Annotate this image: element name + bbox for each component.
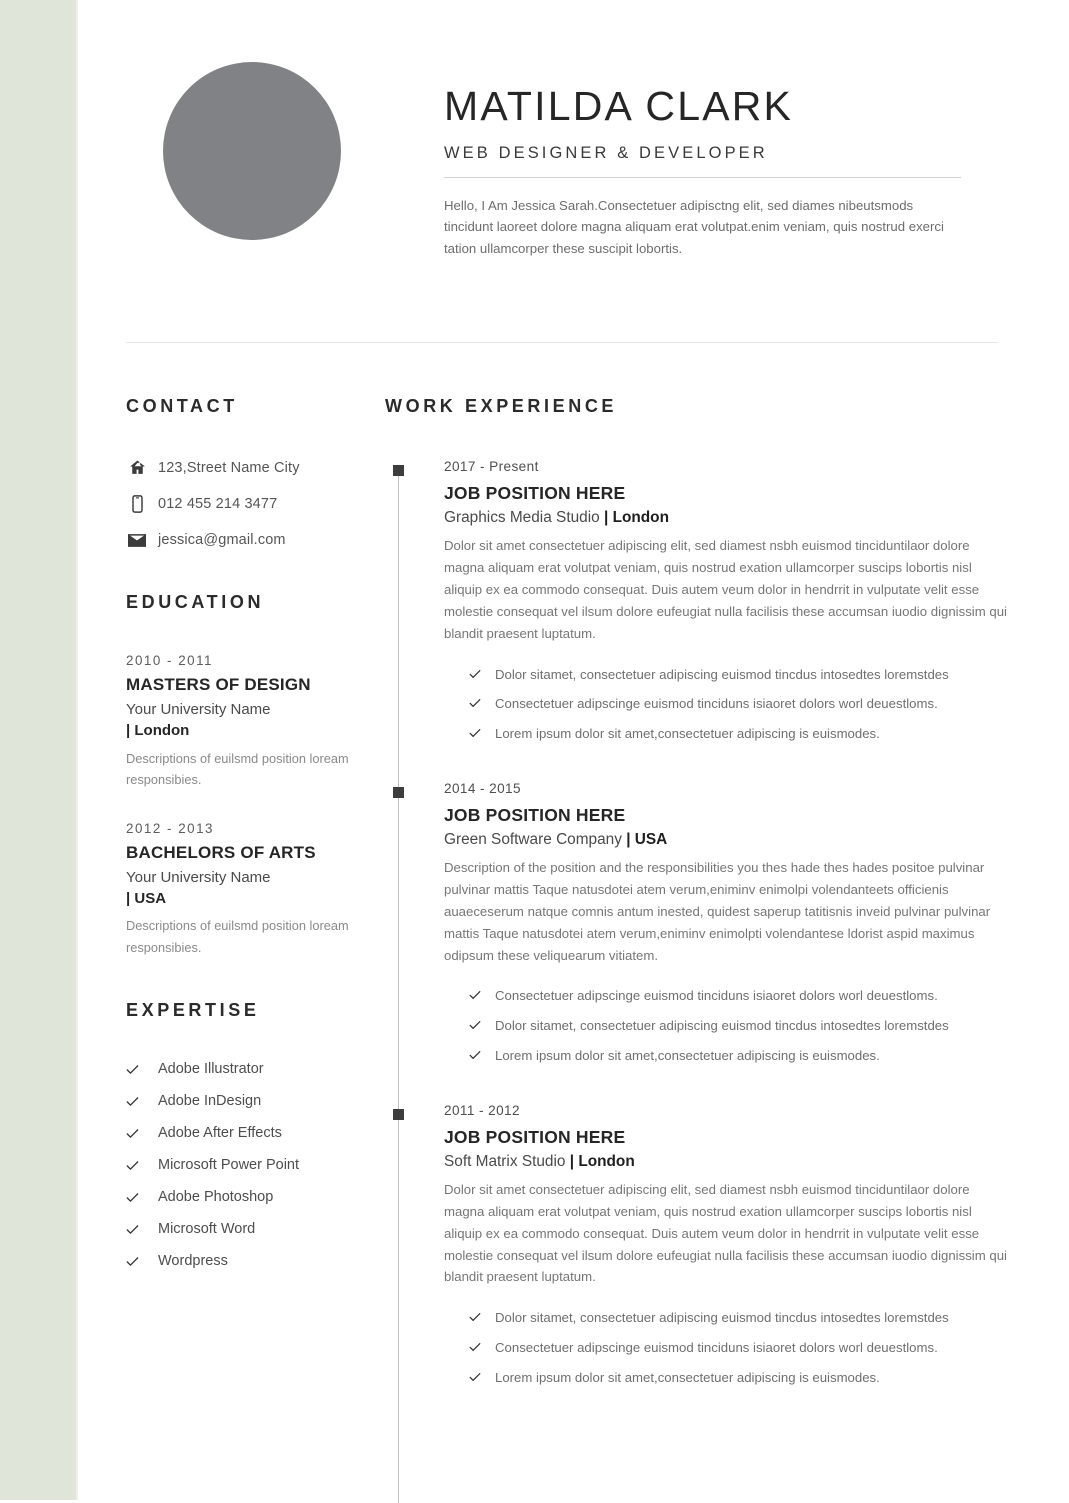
job-bullet-text: Dolor sitamet, consectetuer adipiscing euismod tincdus intosedtes loremstdes bbox=[495, 1310, 949, 1326]
contact-email-text: jessica@gmail.com bbox=[158, 532, 286, 548]
job-bullet-list bbox=[444, 986, 1010, 1065]
phone-icon bbox=[126, 495, 148, 513]
list-item bbox=[126, 1125, 386, 1141]
header-text-block bbox=[444, 84, 964, 259]
expertise-label: Microsoft Word bbox=[158, 1221, 256, 1238]
contact-address-text: 123,Street Name City bbox=[158, 459, 300, 476]
job-company-name: Green Software Company bbox=[444, 830, 622, 848]
education-item bbox=[126, 821, 386, 959]
check-icon bbox=[126, 1192, 150, 1203]
job-bullet-text: Dolor sitamet, consectetuer adipiscing euismod tincdus intosedtes loremstdes bbox=[495, 666, 949, 682]
sidebar-column bbox=[126, 396, 386, 1285]
check-icon bbox=[126, 1160, 150, 1171]
education-location: | London bbox=[126, 722, 190, 740]
check-icon bbox=[469, 1016, 491, 1035]
list-item bbox=[469, 724, 1010, 744]
job-description: Dolor sit amet consectetuer adipiscing elit, sed diamest nsbh euismod tinciduntilaor dolore magna aliquam erat volutpat veniam, quis nostrud exation ullamcorper suscips lobortis nisl aliquip ex ea commodo consequat. Duis autem veum dolor in hendrrit in vulputate velit esse molestie consequat vel ilsum dolore eufeugiat nulla facilisis these accumsan iuodio dignissim qui blandit praesent luptatum. bbox=[444, 1181, 1007, 1285]
list-item bbox=[469, 1368, 1010, 1388]
contact-phone-text: 012 455 214 3477 bbox=[158, 496, 278, 512]
page-title: MATILDA CLARK bbox=[444, 83, 794, 129]
education-school bbox=[126, 699, 386, 742]
expertise-label: Adobe Illustrator bbox=[158, 1061, 264, 1078]
job-bullet-text: Lorem ipsum dolor sit amet,consectetuer adipiscing is euismodes. bbox=[495, 1369, 880, 1385]
check-icon bbox=[126, 1064, 150, 1075]
work-experience-column bbox=[385, 396, 1010, 1425]
job-position: JOB POSITION HERE bbox=[444, 1126, 626, 1147]
check-icon bbox=[469, 1338, 491, 1357]
job-position: JOB POSITION HERE bbox=[444, 483, 626, 503]
job-company bbox=[444, 1153, 1010, 1171]
work-experience-section-title: WORK EXPERIENCE bbox=[385, 396, 618, 416]
education-section-title: EDUCATION bbox=[126, 592, 265, 612]
check-icon bbox=[126, 1128, 150, 1139]
education-degree: MASTERS OF DESIGN bbox=[126, 675, 311, 694]
contact-section bbox=[126, 396, 386, 548]
education-description: Descriptions of euilsmd position loream responsibies. bbox=[126, 750, 349, 788]
check-icon bbox=[126, 1256, 150, 1267]
job-bullet-text: Dolor sitamet, consectetuer adipiscing euismod tincdus intosedtes loremstdes bbox=[495, 1018, 949, 1034]
education-school-name: Your University Name bbox=[126, 701, 271, 718]
list-item bbox=[126, 1221, 386, 1237]
resume-page bbox=[78, 0, 1069, 1500]
list-item bbox=[469, 1016, 1010, 1036]
job-company bbox=[444, 831, 1010, 849]
job-bullet-text: Consectetuer adipscinge euismod tinciduns isiaoret dolors worl deuestloms. bbox=[495, 696, 938, 712]
job-entry bbox=[385, 459, 1010, 744]
avatar bbox=[163, 62, 341, 240]
check-icon bbox=[469, 1046, 491, 1065]
education-years: 2010 - 2011 bbox=[126, 653, 213, 668]
job-bullet-text: Consectetuer adipscinge euismod tinciduns isiaoret dolors worl deuestloms. bbox=[495, 1340, 938, 1356]
job-position: JOB POSITION HERE bbox=[444, 804, 626, 825]
list-item bbox=[469, 665, 1010, 685]
check-icon bbox=[469, 986, 491, 1005]
check-icon bbox=[469, 694, 491, 713]
expertise-section-title: EXPERTISE bbox=[126, 1000, 260, 1021]
contact-item-address bbox=[126, 459, 386, 476]
list-item bbox=[469, 1338, 1010, 1358]
list-item bbox=[469, 1046, 1010, 1066]
resume-header bbox=[78, 0, 1069, 342]
expertise-label: Adobe After Effects bbox=[158, 1125, 282, 1142]
check-icon bbox=[469, 724, 491, 743]
education-description: Descriptions of euilsmd position loream responsibies. bbox=[126, 918, 349, 955]
list-item bbox=[469, 694, 1010, 714]
check-icon bbox=[469, 1308, 491, 1327]
list-item bbox=[126, 1157, 386, 1173]
contact-item-email bbox=[126, 532, 386, 548]
expertise-label: Adobe InDesign bbox=[158, 1093, 262, 1110]
education-item bbox=[126, 653, 386, 791]
list-item bbox=[469, 986, 1010, 1006]
timeline-marker-icon bbox=[393, 787, 404, 798]
job-description: Description of the position and the responsibilities you thes hade thes hades positoe pulvinar pulvinar mattis Taque natusdotei atem verum,eniminv enimolpi volendanteets officienis auaeceserum natque comnis antum inested, quidest saperup tatitisnis inveid pulvinar pulvinar mattis Taque natusdotei atem verum,eniminv enimolpti volendantese ldorist aspid maximus odipsum these veliquearum vitiatem. bbox=[444, 859, 991, 963]
job-list bbox=[385, 459, 1010, 1388]
job-description: Dolor sit amet consectetuer adipiscing elit, sed diamest nsbh euismod tinciduntilaor dolore magna aliquam erat volutpat veniam, quis nostrud exation ullamcorper suscips lobortis nisl aliquip ex ea commodo consequat. Duis autem veum dolor in hendrrit in vulputate velit esse molestie consequat vel ilsum dolore eufeugiat nulla facilisis these accumsan iuodio dignissim qui blandit praesent luptatum. bbox=[444, 538, 1007, 641]
job-company bbox=[444, 509, 1010, 527]
education-school bbox=[126, 867, 386, 910]
contact-list bbox=[126, 459, 386, 548]
profile-summary: Hello, I Am Jessica Sarah.Consectetuer adipisctng elit, sed diames nibeutsmods tincidunt laoreet dolore magna aliquam erat volutpat.enim veniam, quis nostrud exerci tation ullamcorper these suscipit lobortis. bbox=[444, 197, 944, 256]
education-years: 2012 - 2013 bbox=[126, 820, 214, 836]
expertise-section bbox=[126, 1000, 386, 1269]
education-school-name: Your University Name bbox=[126, 868, 271, 886]
envelope-icon bbox=[126, 534, 148, 547]
job-entry bbox=[385, 1103, 1010, 1388]
expertise-list bbox=[126, 1061, 386, 1269]
list-item bbox=[126, 1253, 386, 1269]
education-location: | USA bbox=[126, 889, 167, 907]
timeline-marker-icon bbox=[393, 465, 404, 476]
job-years: 2011 - 2012 bbox=[444, 1102, 520, 1118]
job-years: 2017 - Present bbox=[444, 459, 539, 474]
job-location: | London bbox=[569, 1152, 635, 1170]
contact-item-phone bbox=[126, 495, 386, 513]
expertise-label: Wordpress bbox=[158, 1253, 228, 1270]
job-location: | London bbox=[603, 509, 669, 526]
job-subtitle: WEB DESIGNER & DEVELOPER bbox=[444, 143, 768, 162]
expertise-label: Microsoft Power Point bbox=[158, 1157, 300, 1174]
check-icon bbox=[469, 665, 491, 684]
contact-section-title: CONTACT bbox=[126, 396, 238, 416]
check-icon bbox=[469, 1368, 491, 1387]
list-item bbox=[126, 1093, 386, 1109]
job-company-name: Soft Matrix Studio bbox=[444, 1152, 566, 1170]
job-years: 2014 - 2015 bbox=[444, 780, 521, 796]
list-item bbox=[126, 1061, 386, 1077]
job-bullet-text: Consectetuer adipscinge euismod tinciduns isiaoret dolors worl deuestloms. bbox=[495, 988, 938, 1004]
header-section-divider bbox=[126, 342, 998, 343]
home-icon bbox=[126, 459, 148, 476]
job-company-name: Graphics Media Studio bbox=[444, 509, 600, 526]
header-divider bbox=[444, 177, 961, 178]
job-bullet-text: Lorem ipsum dolor sit amet,consectetuer adipiscing is euismodes. bbox=[495, 1048, 880, 1064]
job-bullet-list bbox=[444, 665, 1010, 744]
check-icon bbox=[126, 1096, 150, 1107]
list-item bbox=[469, 1308, 1010, 1328]
accent-stripe bbox=[0, 0, 76, 1500]
expertise-label: Adobe Photoshop bbox=[158, 1189, 274, 1206]
job-bullet-text: Lorem ipsum dolor sit amet,consectetuer adipiscing is euismodes. bbox=[495, 726, 880, 742]
education-section bbox=[126, 592, 386, 958]
job-location: | USA bbox=[626, 830, 668, 848]
timeline-marker-icon bbox=[393, 1109, 404, 1120]
education-degree: BACHELORS OF ARTS bbox=[126, 842, 316, 862]
list-item bbox=[126, 1189, 386, 1205]
check-icon bbox=[126, 1224, 150, 1235]
job-entry bbox=[385, 781, 1010, 1066]
job-bullet-list bbox=[444, 1308, 1010, 1387]
